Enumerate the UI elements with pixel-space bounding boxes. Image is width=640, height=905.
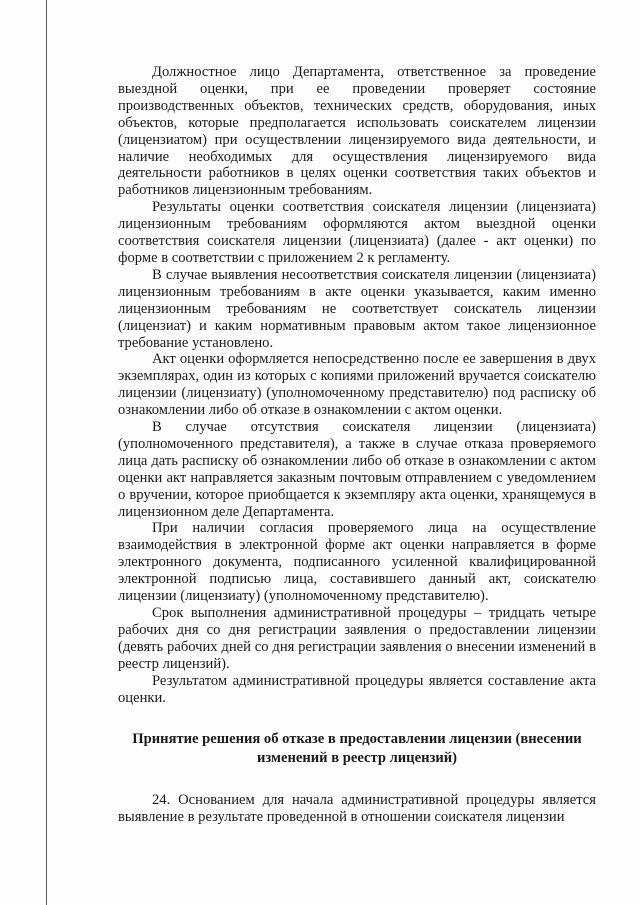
paragraph-inspection: Должностное лицо Департамента, ответственное за проведение выездной оценки, при ее проведении проверяет состояние производственных объектов, технических средств, оборудования, иных объектов, которые предполагается использовать соискателем лицензии (лицензиатом) при осуществлении лицензируемого вида деятельности, и наличие необходимых для осуществления лицензируемого вида деятельности работников в целях оценки соответствия таких объектов и работников лицензионным требованиям. [118, 64, 596, 199]
left-margin-rule [46, 0, 47, 905]
section-heading: Принятие решения об отказе в предоставлении лицензии (внесении изменений в реестр лицензий) [132, 731, 582, 767]
paragraph-item-24: 24. Основанием для начала административной процедуры является выявление в результате проведенной в отношении соискателя лицензии [118, 792, 596, 826]
paragraph-nonconformity: В случае выявления несоответствия соискателя лицензии (лицензиата) лицензионным требованиям в акте оценки указывается, каким именно лицензионным требованиям не соответствует соискатель лицензии (лицензиат) и каким нормативным правовым актом такое лицензионное требование установлено. [118, 266, 596, 351]
paragraph-absence: В случае отсутствия соискателя лицензии (лицензиата) (уполномоченного представителя), а также в случае отказа проверяемого лица дать расписку об ознакомлении либо об отказе в ознакомлении с актом оценки акт направляется заказным почтовым отправлением с уведомлением о вручении, которое приобщается к экземпляру акта оценки, хранящемуся в лицензионном деле Департамента. [118, 419, 596, 520]
paragraph-results: Результаты оценки соответствия соискателя лицензии (лицензиата) лицензионным требованиям оформляются актом выездной оценки соответствия соискателя лицензии (лицензиата) (далее - акт оценки) по форме в соответствии с приложением 2 к регламенту. [118, 199, 596, 266]
paragraph-deadline: Срок выполнения административной процедуры – тридцать четыре рабочих дня со дня регистрации заявления о предоставлении лицензии (девять рабочих дней со дня регистрации заявления о внесении изменений в реестр лицензий). [118, 605, 596, 672]
paragraph-act-execution: Акт оценки оформляется непосредственно после ее завершения в двух экземплярах, один из которых с копиями приложений вручается соискателю лицензии (лицензиату) (уполномоченному представителю) под расписку об ознакомлении либо об отказе в ознакомлении с актом оценки. [118, 351, 596, 419]
paragraph-result: Результатом административной процедуры является составление акта оценки. [118, 672, 596, 706]
paragraph-electronic: При наличии согласия проверяемого лица на осуществление взаимодействия в электронной форме акт оценки направляется в форме электронного документа, подписанного усиленной квалифицированной электронной подписью лица, составившего данный акт, соискателю лицензии (лицензиату) (уполномоченному представителю). [118, 520, 596, 605]
document-body [118, 64, 596, 826]
